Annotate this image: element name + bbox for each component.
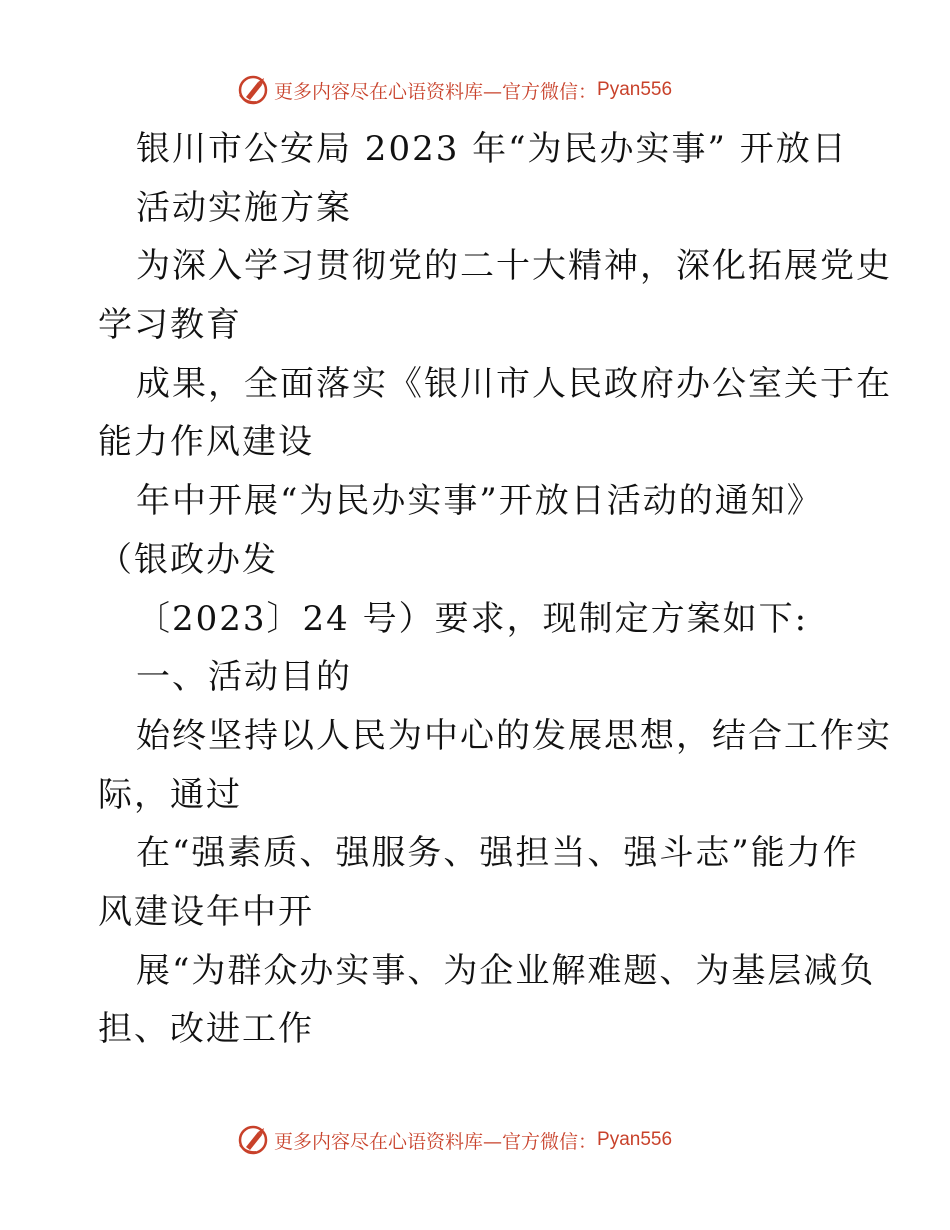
document-line: 活动实施方案 [136, 187, 352, 228]
document-line: 年中开展“为民办实事”开放日活动的通知》 [136, 481, 823, 522]
watermark-text: 更多内容尽在心语资料库—官方微信： [274, 1130, 598, 1153]
document-line: 担、改进工作 [98, 1009, 314, 1050]
document-line: 学习教育 [98, 305, 242, 346]
document-line: 展“为群众办实事、为企业解难题、为基层减负 [136, 950, 876, 991]
document-line: 〔2023〕24 号）要求，现制定方案如下: [136, 598, 809, 639]
document-body [98, 120, 898, 1059]
document-line: 在“强素质、强服务、强担当、强斗志”能力作 [136, 833, 859, 874]
header-watermark [236, 72, 672, 108]
document-line: 为深入学习贯彻党的二十大精神，深化拓展党史 [136, 246, 892, 287]
document-line: 银川市公安局 2023 年“为民办实事” 开放日 [136, 129, 848, 169]
document-line: 能力作风建设 [98, 422, 314, 463]
document-line: 始终坚持以人民为中心的发展思想，结合工作实 [136, 715, 892, 756]
document-line: 成果，全面落实《银川市人民政府办公室关于在 [136, 363, 892, 404]
watermark-text: 更多内容尽在心语资料库—官方微信： [274, 80, 598, 103]
document-line: 风建设年中开 [98, 891, 314, 932]
document-line: 际，通过 [98, 774, 242, 815]
watermark-wechat-id: Pyan556 [597, 79, 673, 100]
watermark-logo-icon [236, 73, 270, 107]
footer-watermark [236, 1122, 672, 1158]
watermark-logo-icon [236, 1123, 270, 1157]
document-line: （银政办发 [98, 539, 278, 580]
watermark-wechat-id: Pyan556 [597, 1129, 673, 1150]
document-line: 一、活动目的 [136, 657, 352, 698]
